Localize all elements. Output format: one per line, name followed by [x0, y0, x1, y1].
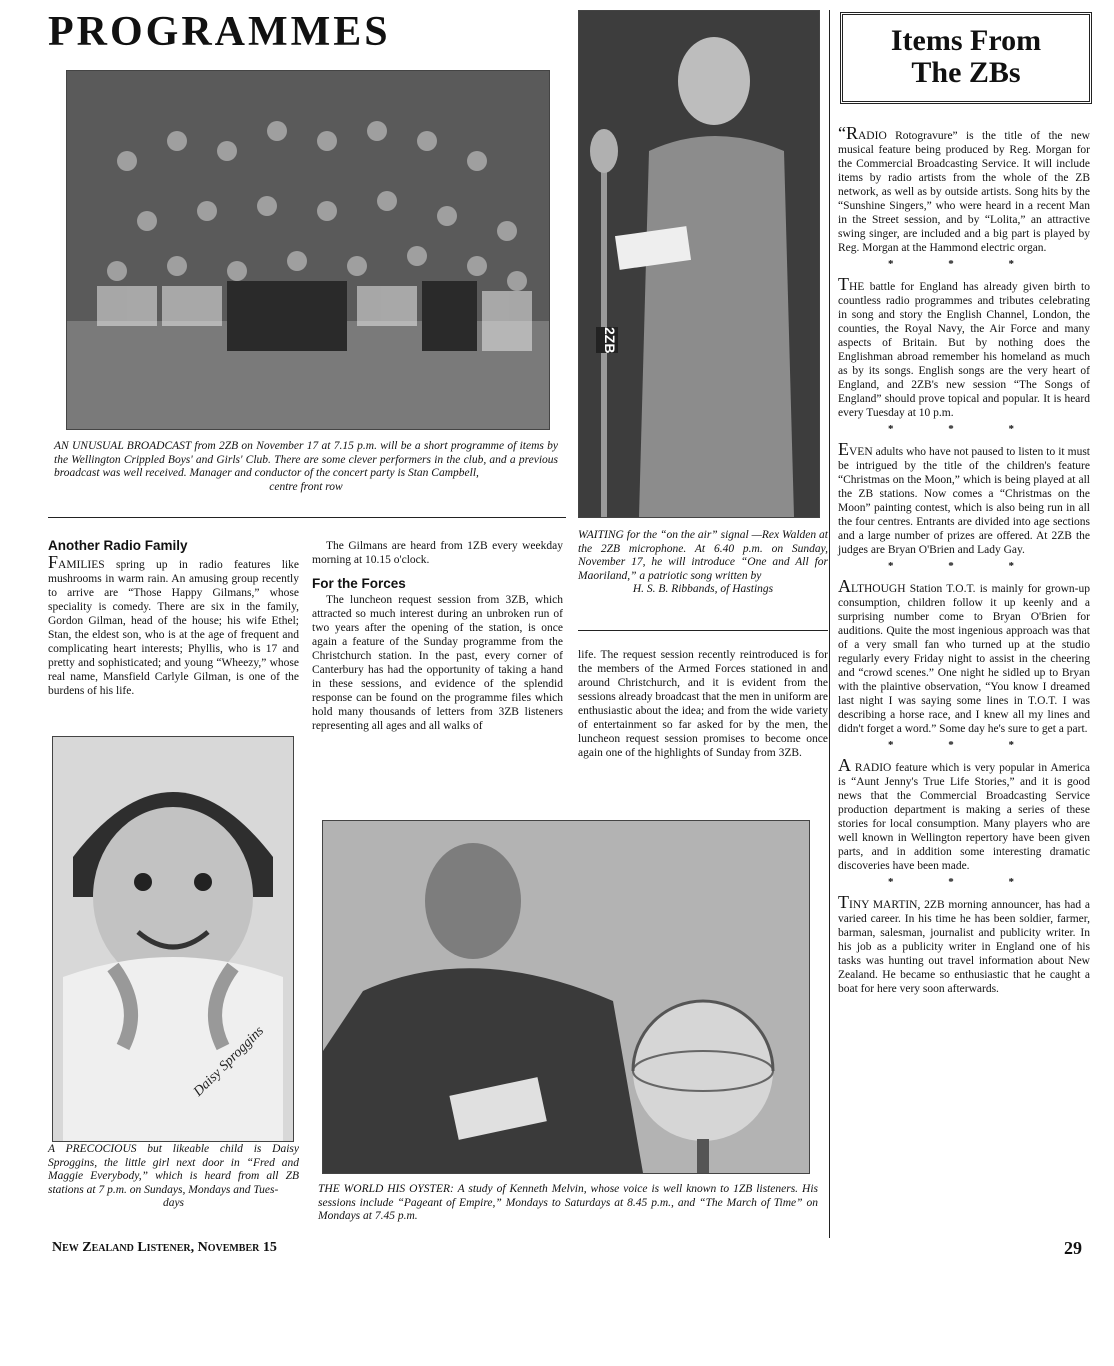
sidebar-item-6-text: INY MARTIN, 2ZB morning announcer, has had a varied career. In his time he has been soldier, farmer, barman, salesman, journalist and publicity writer. In his job as a publicity writer in England one of his tasks was hunting out travel information about New Zealand. He became so enthusiastic that he caught a boat for here very soon afterwards. [838, 899, 1090, 995]
daisy-caption-end: days [162, 1197, 185, 1209]
kenneth-melvin-photo [322, 820, 810, 1174]
daisy-sproggins-photo [52, 736, 294, 1142]
caption-divider [48, 517, 566, 518]
kenneth-melvin-figure [323, 821, 809, 1173]
group-photo-caption-text: AN UNUSUAL BROADCAST from 2ZB on November 17 at 7.15 p.m. will be a short programme of items by the Wellington Crippled Boys' and Girls' Club. There are some clever performers in the club, and a previous broadcast was well received. Manager and conductor of the concert party is Stan Campbell, [54, 440, 558, 479]
sidebar-dropcap-1: “R [838, 123, 858, 143]
sidebar-item-tot [838, 576, 1090, 736]
sidebar-divider [829, 10, 830, 1238]
sidebar-item-tiny-martin [838, 892, 1090, 996]
sidebar-item-1-text: ADIO Rotogravure” is the title of the new musical feature being produced by Reg. Morgan for the Commercial Broadcasting Service. It will include items by radio artists from the whole of the ZB network, as well as by outside artists. Song hits by the “Sunshine Singers,” who were heard in a recent Man in the Street session, and by “Lolita,” an attractive swing singer, are included and a big part is played by Reg. Morgan at the Hammond electric organ. [838, 130, 1090, 254]
daisy-sproggins-figure [53, 737, 293, 1141]
rex-walden-figure [579, 11, 819, 517]
dropcap-f: F [48, 552, 59, 572]
footer-publication: New Zealand Listener, November 15 [52, 1240, 277, 1255]
daisy-sproggins-caption [48, 1143, 299, 1211]
article-radio-family-text: AMILIES spring up in radio features like mushrooms in warm rain. An amusing group recently to arrive are “Those Happy Gilmans,” whose speciality is comedy. There are six in the family, Gordon Gilman, head of the house; his wife Ethel; Stan, the eldest son, who is at the age of frequent and complicating heart interests; Phyllis, who is 17 and pretty and sophisticated; and young “Wheezy,” whose real name, Mansfield Carlyle Gilman, is one of the burdens of his life. [48, 559, 299, 697]
sidebar-stars-3: * * * [888, 560, 1040, 572]
page-title: PROGRAMMES [48, 9, 391, 55]
sidebar-item-4-text: LTHOUGH Station T.O.T. is mainly for grown-up consumption, children follow it up keenly and a surprising number come to Bryan O'Brien for auditions. Quite the most ingenious approach was that of a very small fan who turned up at the studio regularly every Friday night to assist in the cheering and “crowd scenes.” One night he sidled up to Bryan with the plaintive observation, “You know I dreamed last night I was saying some lines in T.O.T. I was describing a horse race, and I knew all my lines and didn't forget a word.” Some day he's sure to get a part. [838, 583, 1090, 735]
sidebar-title-line1: Items From [890, 24, 1042, 57]
page-number: 29 [1064, 1238, 1082, 1258]
sidebar-item-aunt-jenny [838, 755, 1090, 873]
sidebar-dropcap-5: A [838, 755, 851, 775]
group-photo-figures [67, 71, 549, 429]
daisy-caption-text: A PRECOCIOUS but likeable child is Daisy Sproggins, the little girl next door in “Fred and Maggie Everybody,” which is heard from all ZB stations at 7 p.m. on Sundays, Mondays and Tues- [48, 1143, 299, 1196]
article-radio-family-continued: The Gilmans are heard from 1ZB every weekday morning at 10.15 o'clock. [312, 540, 563, 566]
sidebar-item-2-text: HE battle for England has already given birth to countless radio programmes and tributes celebrating in song and story the English Channel, London, the counties, the Royal Navy, the Air Force and many aspects of Britain. But by nothing does the Englishman abroad remember his homeland as much as by its songs. English songs are the very heart of England, and 2ZB's new session “The Songs of England” should prove topical and popular. It is heard every Tuesday at 10 p.m. [838, 281, 1090, 419]
daisy-signature: Daisy Sproggins [191, 1023, 267, 1100]
article-column-2 [312, 539, 563, 733]
article-heading-radio-family: Another Radio Family [48, 538, 188, 553]
mic-label: 2ZB [596, 327, 618, 353]
rex-walden-photo [578, 10, 820, 518]
sidebar-stars-4: * * * [888, 739, 1040, 751]
group-photo-caption [54, 440, 558, 494]
kenneth-melvin-caption: THE WORLD HIS OYSTER: A study of Kenneth Melvin, whose voice is well known to 1ZB listeners. His sessions include “Pageant of Empire,” Mondays to Saturdays at 8.45 p.m., and “The March of Time” on Mondays at 7.45 p.m. [318, 1183, 818, 1222]
sidebar-item-christmas-on-moon [838, 439, 1090, 557]
article-radio-family [48, 539, 299, 698]
sidebar-item-5-text: RADIO feature which is very popular in America is “Aunt Jenny's True Life Stories,” and it is good news that the Commercial Broadcasting Service production department is making a series of these stories for local consumption. Many players who are well known in Wellington repertory have been given parts, and in addition some interesting dramatic discoveries have been made. [838, 762, 1090, 872]
rex-walden-caption-end: H. S. B. Ribbands, of Hastings [632, 583, 774, 595]
sidebar-title-box [840, 12, 1092, 104]
sidebar-item-3-text: VEN adults who have not paused to listen to it must be intrigued by the title of the children's feature “Christmas on the Moon,” which is being played at all the ZB stations. Now comes a “Christmas on the Moon” painting contest, which is also being run in all the four centres. Entrants are divided into age sections and a large number of prizes are offered. At 2ZB the judges are Bryan O'Brien and Lady Gay. [838, 446, 1090, 556]
article-forces-text-a: The luncheon request session from 3ZB, which attracted so much interest during an unbroken run of two years after the opening of the station, is once again a feature of the Sunday programme from the Christchurch station. In the past, every corner of Canterbury has had the opportunity of taking a hand in these sessions, and evidence of the splendid response can be found on the programme files which hold many thousands of letters from 3ZB listeners representing all ages and all walks of [312, 594, 563, 732]
sidebar-dropcap-3: E [838, 439, 849, 459]
article-heading-forces: For the Forces [312, 576, 406, 591]
sidebar-stars-5: * * * [888, 876, 1040, 888]
rex-walden-caption-text: WAITING for the “on the air” signal —Rex Walden at the 2ZB microphone. At 6.40 p.m. on Sunday, November 17, he will introduce “One and All for Maoriland,” a patriotic song written by [578, 529, 828, 582]
sidebar-item-songs-of-england [838, 274, 1090, 420]
caption-divider-2 [578, 630, 828, 631]
article-forces-continued [578, 648, 828, 760]
sidebar-dropcap-2: T [838, 274, 849, 294]
sidebar-stars-2: * * * [888, 423, 1040, 435]
sidebar-dropcap-4: A [838, 576, 851, 596]
sidebar-dropcap-6: T [838, 892, 849, 912]
sidebar-items [838, 123, 1090, 996]
sidebar-stars-1: * * * [888, 258, 1040, 270]
rex-walden-caption [578, 529, 828, 597]
group-photo-caption-end: centre front row [269, 480, 343, 493]
sidebar-title-line2: The ZBs [911, 56, 1021, 89]
group-photo [66, 70, 550, 430]
sidebar-item-rotogravure [838, 123, 1090, 255]
article-forces-text-b: life. The request session recently reintroduced is for the members of the Armed Forces stationed in and around Christchurch, and it is evident from the sessions already broadcast that the men in uniform are enthusiastic about the idea; and from the wide variety of entertainment so far asked for by the men, the luncheon request session promises to become once again one of the highlights of Sunday from 3ZB. [578, 649, 828, 759]
